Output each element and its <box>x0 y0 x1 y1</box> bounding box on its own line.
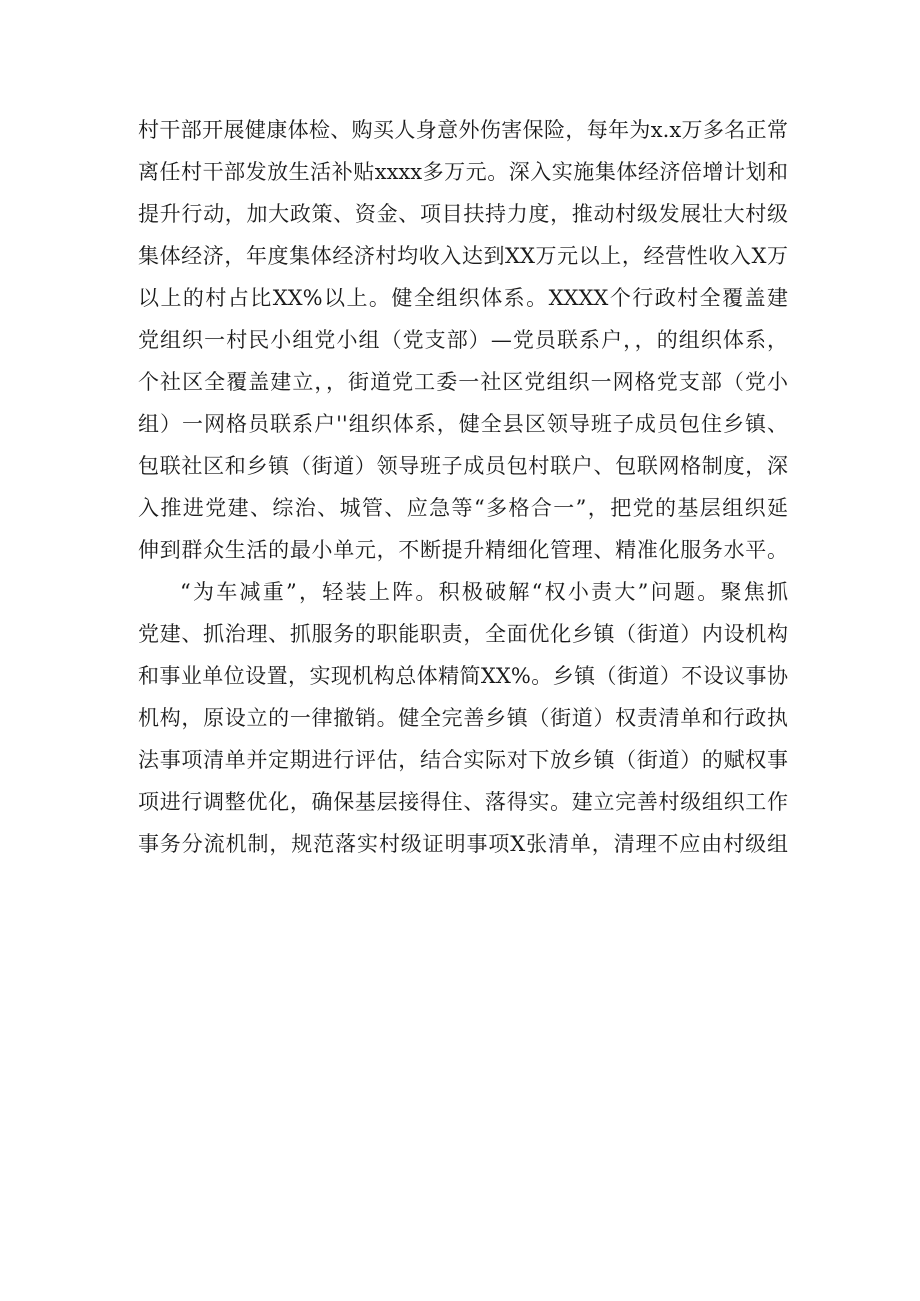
document-body <box>138 109 788 865</box>
text-line: 事务分流机制，规范落实村级证明事项X张清单，清理不应由村级组 <box>138 832 788 856</box>
paragraph-2 <box>138 571 788 865</box>
text-line: 集体经济，年度集体经济村均收入达到XX万元以上，经营性收入X万 <box>138 244 788 268</box>
text-line: 伸到群众生活的最小单元，不断提升精细化管理、精准化服务水平。 <box>138 538 788 562</box>
text-line: 法事项清单并定期进行评估，结合实际对下放乡镇（街道）的赋权事 <box>138 748 788 772</box>
text-line: 党组织一村民小组党小组（党支部）—党员联系户，，的组织体系， <box>138 328 788 352</box>
text-line: 包联社区和乡镇（街道）领导班子成员包村联户、包联网格制度，深 <box>138 454 788 478</box>
text-line: 项进行调整优化，确保基层接得住、落得实。建立完善村级组织工作 <box>138 790 788 814</box>
text-line: 村干部开展健康体检、购买人身意外伤害保险，每年为x.x万多名正常 <box>138 118 788 142</box>
text-line: 个社区全覆盖建立，，街道党工委一社区党组织一网格党支部（党小 <box>138 370 788 394</box>
text-line: 以上的村占比XX%以上。健全组织体系。XXXX个行政村全覆盖建 <box>138 286 788 310</box>
text-line: 和事业单位设置，实现机构总体精简XX%。乡镇（街道）不设议事协 <box>138 664 788 688</box>
paragraph-1 <box>138 109 788 571</box>
text-line: 党建、抓治理、抓服务的职能职责，全面优化乡镇（街道）内设机构 <box>138 622 788 646</box>
text-line: 离任村干部发放生活补贴xxxx多万元。深入实施集体经济倍增计划和 <box>138 160 788 184</box>
text-line: 机构，原设立的一律撤销。健全完善乡镇（街道）权责清单和行政执 <box>138 706 788 730</box>
text-line: 组）一网格员联系户''组织体系，健全县区领导班子成员包住乡镇、 <box>138 412 788 436</box>
text-line: “为车减重”，轻装上阵。积极破解“权小责大”问题。聚焦抓 <box>180 580 788 604</box>
text-line: 提升行动，加大政策、资金、项目扶持力度，推动村级发展壮大村级 <box>138 202 788 226</box>
text-line: 入推进党建、综治、城管、应急等“多格合一”，把党的基层组织延 <box>138 496 788 520</box>
